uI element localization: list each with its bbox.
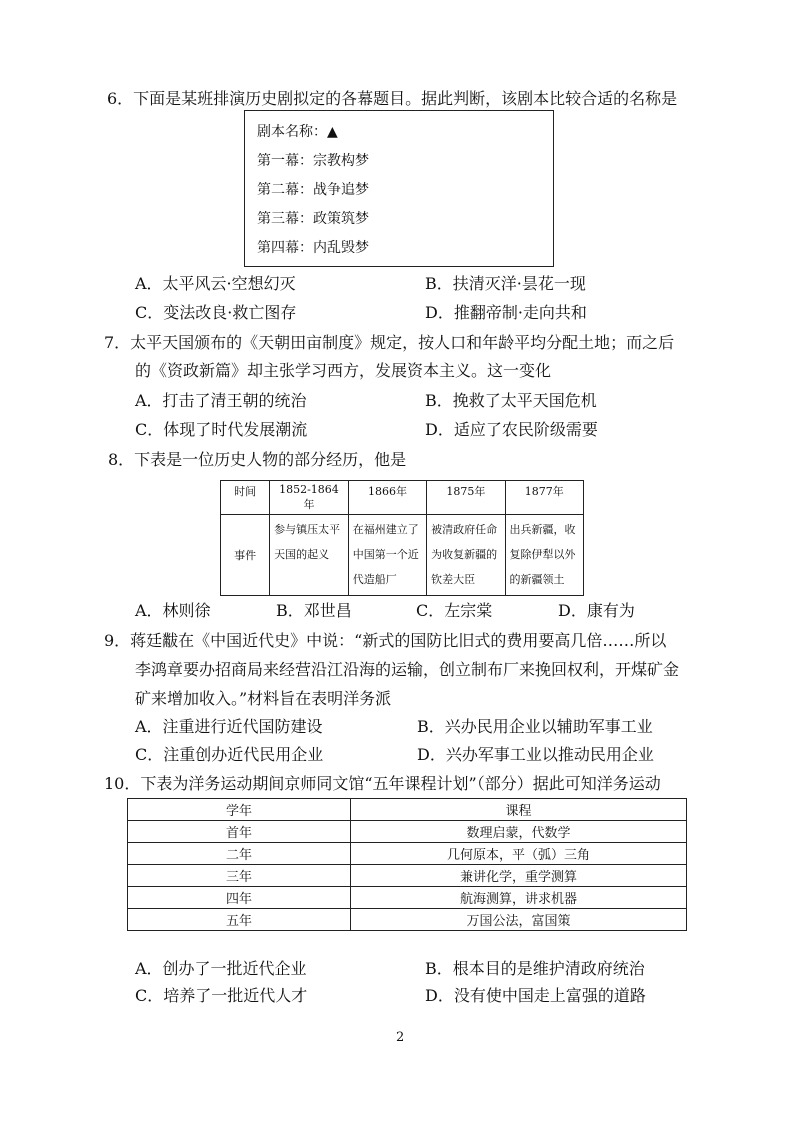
q8-table [220,480,584,596]
q10-table [127,798,687,931]
q6-act-1: 第一幕：宗教构梦 [257,153,369,169]
q6-option-b: B．扶清灭洋·昙花一现 [425,274,586,293]
q10-option-d: D．没有使中国走上富强的道路 [425,986,646,1005]
q7-option-b: B．挽救了太平天国危机 [425,391,597,410]
q9-stem-line3: 矿来增加收入。”材料旨在表明洋务派 [135,689,392,708]
q8-year-3: 1875年 [427,481,505,515]
q6-option-d: D．推翻帝制·走向共和 [425,303,587,322]
q8-event-2: 在福州建立了中国第一个近代造船厂 [348,515,426,596]
q6-option-a: A．太平风云·空想幻灭 [135,274,296,293]
q9-option-b: B．兴办民用企业以辅助军事工业 [417,717,653,736]
q10-header-year: 学年 [128,799,351,821]
q10-year-2: 二年 [128,843,351,865]
q8-event-4: 出兵新疆，收复除伊犁以外的新疆领土 [505,515,583,596]
q10-year-1: 首年 [128,821,351,843]
q7-stem-line2: 的《资政新篇》却主张学习西方，发展资本主义。这一变化 [135,361,552,380]
q8-option-b: B．邓世昌 [276,601,352,620]
page-number: 2 [396,1030,405,1045]
q8-year-1: 1852-1864年 [270,481,349,515]
q10-year-5: 五年 [128,909,351,931]
q10-course-5: 万国公法，富国策 [351,909,687,931]
q9-stem-line1: 9．蒋廷黻在《中国近代史》中说：“新式的国防比旧式的费用要高几倍……所以 [104,631,667,650]
q8-event-3: 被清政府任命为收复新疆的钦差大臣 [427,515,505,596]
q6-script-box [244,110,554,267]
q6-stem: 6．下面是某班排演历史剧拟定的各幕题目。据此判断，该剧本比较合适的名称是 [107,89,678,108]
q8-event-1: 参与镇压太平天国的起义 [270,515,349,596]
q10-year-3: 三年 [128,865,351,887]
q8-year-4: 1877年 [505,481,583,515]
q9-option-c: C．注重创办近代民用企业 [135,745,324,764]
q9-stem-line2: 李鸿章要办招商局来经营沿江沿海的运输，创立制布厂来挽回权利，开煤矿金 [135,660,680,679]
q8-option-d: D．康有为 [558,601,635,620]
q8-label-time: 时间 [221,481,270,515]
q6-act-4: 第四幕：内乱毁梦 [257,240,369,256]
q10-option-b: B．根本目的是维护清政府统治 [425,959,645,978]
q6-script-title: 剧本名称：▲ [257,124,338,140]
q10-stem: 10．下表为洋务运动期间京师同文馆“五年课程计划”（部分）据此可知洋务运动 [104,774,661,793]
q10-option-c: C．培养了一批近代人才 [135,986,308,1005]
q7-option-d: D．适应了农民阶级需要 [425,420,598,439]
q8-option-c: C．左宗棠 [416,601,493,620]
q6-option-c: C．变法改良·救亡图存 [135,303,297,322]
q8-year-2: 1866年 [348,481,426,515]
q10-course-1: 数理启蒙，代数学 [351,821,687,843]
q10-year-4: 四年 [128,887,351,909]
q9-option-d: D．兴办军事工业以推动民用企业 [417,745,654,764]
q8-option-a: A．林则徐 [135,601,211,620]
q10-course-3: 兼讲化学，重学测算 [351,865,687,887]
q10-option-a: A．创办了一批近代企业 [135,959,307,978]
q7-option-a: A．打击了清王朝的统治 [135,391,307,410]
q6-act-3: 第三幕：政策筑梦 [257,211,369,227]
q7-stem-line1: 7．太平天国颁布的《天朝田亩制度》规定，按人口和年龄平均分配土地；而之后 [104,333,675,352]
q8-stem: 8．下表是一位历史人物的部分经历，他是 [108,450,407,469]
q10-course-4: 航海测算，讲求机器 [351,887,687,909]
q7-option-c: C．体现了时代发展潮流 [135,420,308,439]
q10-header-course: 课程 [351,799,687,821]
q8-label-event: 事件 [221,515,270,596]
q9-option-a: A．注重进行近代国防建设 [135,717,323,736]
q6-act-2: 第二幕：战争追梦 [257,182,369,198]
q10-course-2: 几何原本，平（弧）三角 [351,843,687,865]
